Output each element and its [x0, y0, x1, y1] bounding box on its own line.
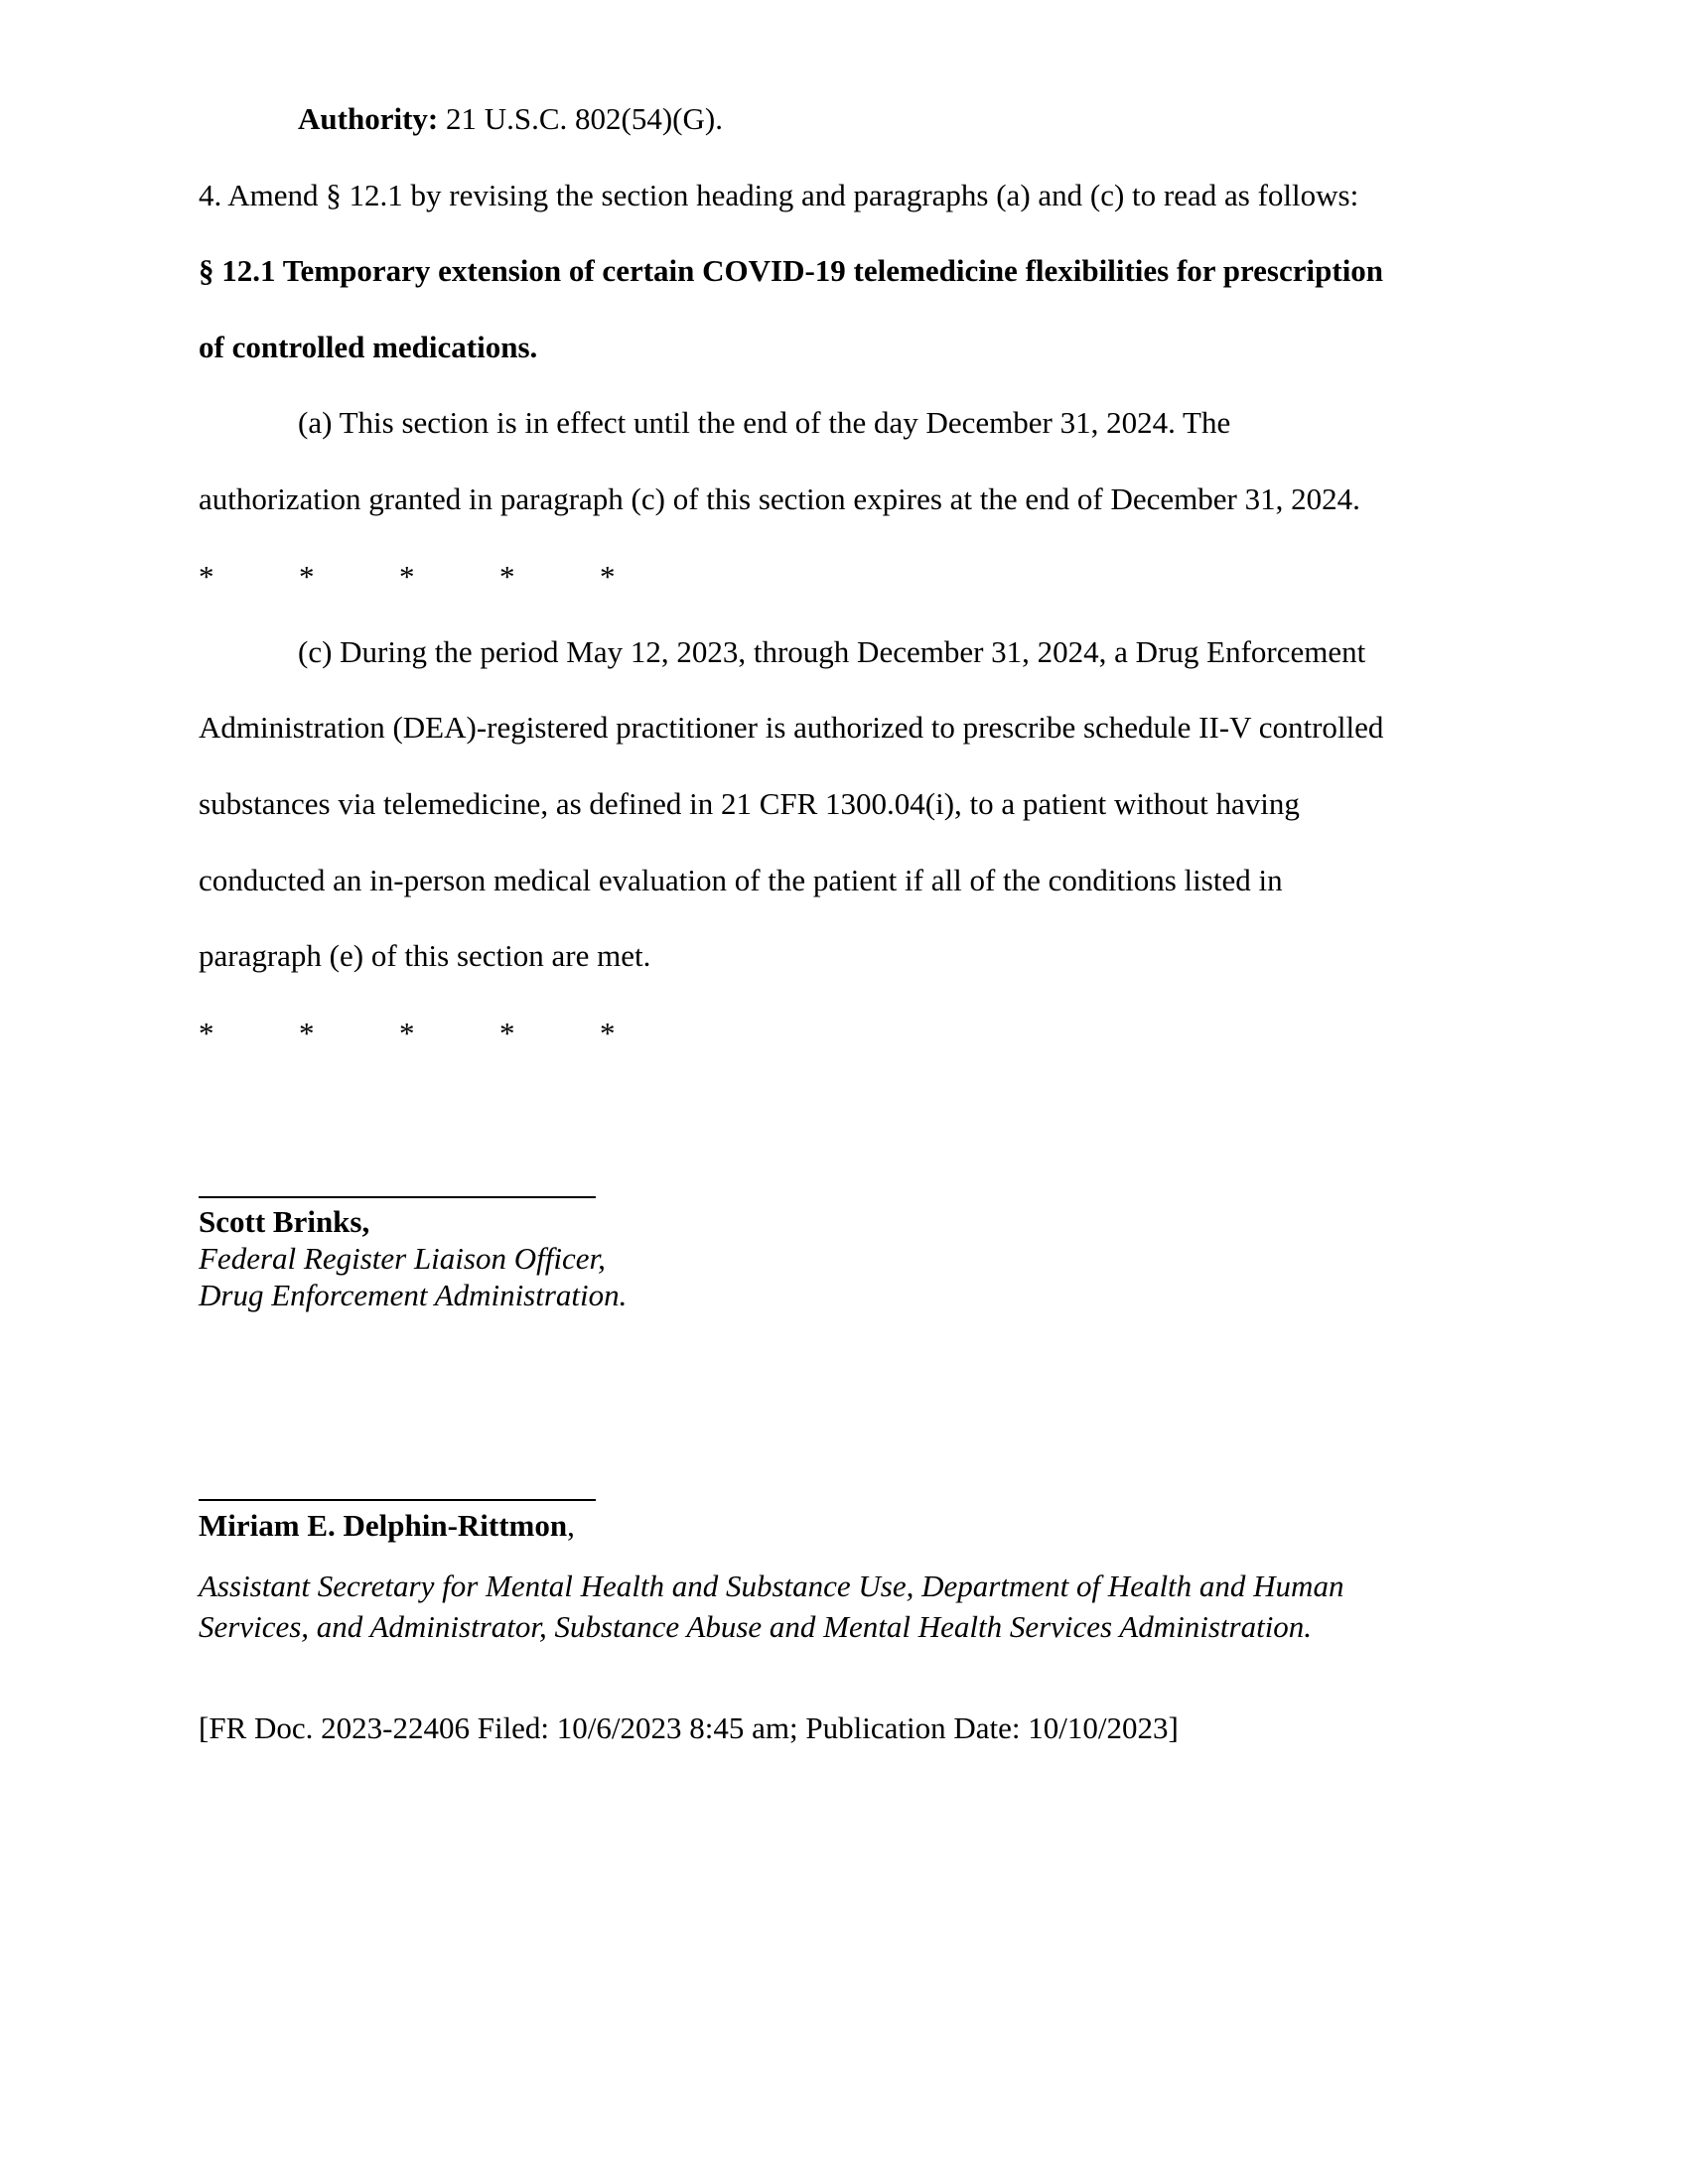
star: *: [299, 559, 315, 594]
signatory-1-name: Scott Brinks,: [199, 1204, 370, 1239]
signatory-2-title-line-2: Services, and Administrator, Substance Abuse and Mental Health Services Administration.: [199, 1609, 1313, 1644]
star: *: [600, 559, 616, 594]
signatory-2-name-line: [199, 1507, 575, 1544]
star: *: [199, 1016, 214, 1050]
signatory-2-title-line-1: Assistant Secretary for Mental Health and Substance Use, Department of Health and Human: [199, 1569, 1344, 1603]
fr-doc-citation: [FR Doc. 2023-22406 Filed: 10/6/2023 8:45 am; Publication Date: 10/10/2023]: [199, 1710, 1179, 1745]
signatory-1-title-line-2: Drug Enforcement Administration.: [199, 1278, 628, 1312]
star: *: [499, 559, 515, 594]
section-heading-line-1: § 12.1 Temporary extension of certain COVID-19 telemedicine flexibilities for prescription: [199, 253, 1384, 288]
paragraph-c-line-1: (c) During the period May 12, 2023, through December 31, 2024, a Drug Enforcement: [298, 634, 1366, 669]
star: *: [199, 559, 214, 594]
omission-stars-1: [199, 558, 700, 596]
star: *: [600, 1016, 616, 1050]
paragraph-c-line-4: conducted an in-person medical evaluation of the patient if all of the conditions listed in: [199, 863, 1283, 897]
star: *: [399, 1016, 415, 1050]
authority-label: Authority:: [298, 101, 439, 136]
signatory-2-name-suffix: ,: [567, 1508, 575, 1543]
authority-text: 21 U.S.C. 802(54)(G).: [438, 101, 723, 136]
paragraph-c-line-3: substances via telemedicine, as defined in 21 CFR 1300.04(i), to a patient without having: [199, 786, 1300, 821]
signatory-1-title-line-1: Federal Register Liaison Officer,: [199, 1241, 606, 1276]
paragraph-a-line-1: (a) This section is in effect until the end of the day December 31, 2024. The: [298, 405, 1231, 440]
paragraph-c-line-2: Administration (DEA)-registered practitioner is authorized to prescribe schedule II-V controlled: [199, 710, 1384, 745]
amendment-instruction: 4. Amend § 12.1 by revising the section heading and paragraphs (a) and (c) to read as follows:: [199, 178, 1359, 212]
section-heading-line-2: of controlled medications.: [199, 330, 538, 364]
star: *: [499, 1016, 515, 1050]
signature-line-1: [199, 1196, 596, 1198]
omission-stars-2: [199, 1015, 700, 1052]
signatory-2-name: Miriam E. Delphin-Rittmon: [199, 1508, 568, 1543]
star: *: [299, 1016, 315, 1050]
paragraph-c-line-5: paragraph (e) of this section are met.: [199, 938, 651, 973]
star: *: [399, 559, 415, 594]
paragraph-a-line-2: authorization granted in paragraph (c) of this section expires at the end of December 31, 2024.: [199, 481, 1360, 516]
authority-line: [298, 100, 723, 138]
signature-line-2: [199, 1499, 596, 1501]
